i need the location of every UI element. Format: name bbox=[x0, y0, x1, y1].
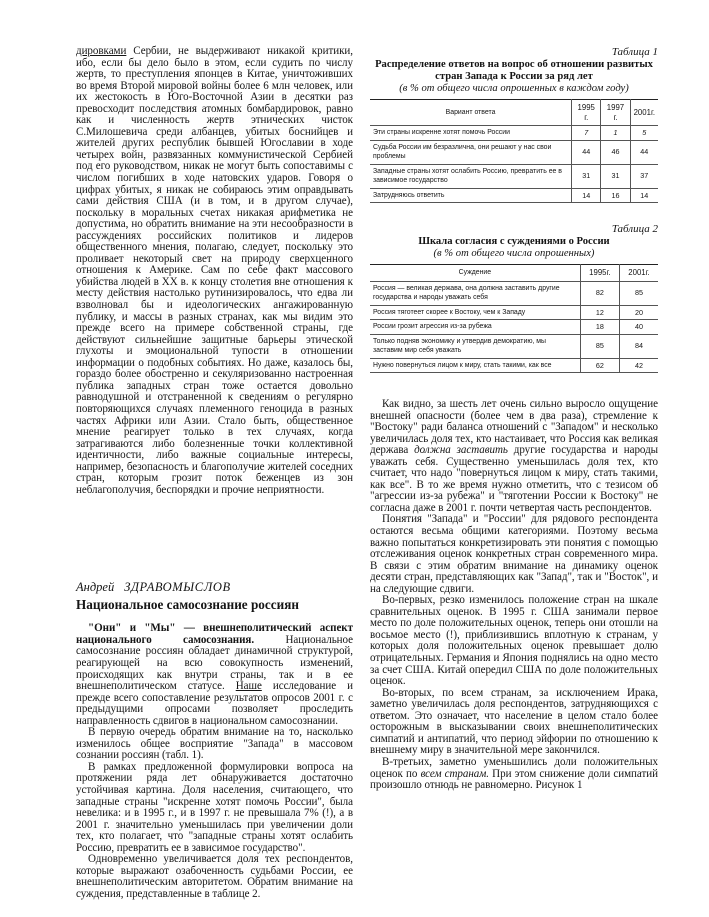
author-first-name: Андрей bbox=[76, 580, 115, 595]
table-cell: 16 bbox=[601, 188, 630, 203]
continued-paragraph bbox=[76, 46, 353, 496]
table-header-row bbox=[370, 265, 658, 282]
table1-title: Распределение ответов на вопрос об отношении развитых стран Запада к России за ряд лет bbox=[375, 59, 653, 82]
table1-label: Таблица 1 bbox=[611, 46, 658, 58]
table-header-cell: 2001г. bbox=[619, 265, 658, 282]
table-header-cell: 1997 г. bbox=[601, 100, 630, 126]
table-cell-label: Только подняв экономику и утвердив демократию, мы заставим мир себя уважать bbox=[370, 334, 580, 358]
continued-text: Сербии, не выдерживают никакой критики, ибо, если бы дело было в этом, если судить по числу жертв, то преступления японцев в Китае, уничтоживших во время Второй мировой войны более 6 млн человек, или их жестокость в Юго-Восточной Азии в десятки раз превосходит последствия атомных бомбардировок, равно как и численность жертв этнических чисток С.Милошевича среди албанцев, убитых боснийцев и жителей других республик бывшей Югославии в ходе четырех войн, развязанных коммунистической Сербией под его руководством, никак не могут быть сопоставимы с числом погибших в ходе натовских ударов. Говоря о цифрах убитых, я никак не собираюсь этим оправдывать сами действия США (и в том, и в другом случае), поскольку в моральных счетах никакая арифметика не допустима, но обратить внимание на эти несообразности в рассуждениях российских политиков и лидеров общественного мнения, полагаю, следует, поскольку это проливает некоторый свет на природу сверхценного отношения к Америке. Сам по себе факт массового убийства людей в XX в. к концу столетия вне отношения к месту действия настолько рутинизировалось, что едва ли взволновал бы и идеологических ангажированную публику, и массы в разных странах, как мы видим это прежде всего на примере собственной страны, где действуют сильнейшие защитные барьеры этической глухоты и эмоциональной тупости в отношении информации о подобных событиях. Но даже, казалось бы, гораздо более обостренно и секуляризованно настроенная публика западных стран тоже остается довольно равнодушной и отстраненной к сведениям о регулярно повторяющихся случаях племенного геноцида в разных частях Африки или Азии. Стало быть, общественное мнение реагирует только в тех случаях, когда затрагиваются либо болезненные точки коллективной идентичности, либо важные социальные интересы, например, безопасность и благополучие жителей соседних стран, которым грозит поток беженцев из зон неблагополучия, беспорядки и прочие неприятности. bbox=[76, 45, 353, 496]
table1 bbox=[370, 99, 658, 203]
table-row bbox=[370, 281, 658, 305]
paragraph-text: При этом снижение доли симпатий произошло отнюдь не равномерно. Рисунок 1 bbox=[370, 767, 658, 792]
table-cell: 31 bbox=[601, 164, 630, 188]
table-row bbox=[370, 320, 658, 335]
emphasized-text: всем странам. bbox=[420, 767, 489, 780]
continued-word: дировками bbox=[76, 45, 127, 57]
table-cell-label: России грозит агрессия из-за рубежа bbox=[370, 320, 580, 335]
table2-title: Шкала согласия с суждениями о России bbox=[418, 236, 610, 247]
body-paragraph-9 bbox=[370, 757, 658, 792]
table-cell: 7 bbox=[572, 126, 601, 141]
table-cell: 82 bbox=[580, 281, 619, 305]
table-row bbox=[370, 188, 658, 203]
table-cell: 46 bbox=[601, 140, 630, 164]
table-cell: 20 bbox=[619, 305, 658, 320]
table-cell: 18 bbox=[580, 320, 619, 335]
underlined-word: Наше bbox=[235, 680, 262, 693]
body-paragraph-5 bbox=[370, 399, 658, 514]
paragraph-text: исследование и прежде всего сопоставление результатов опросов 2001 г. с предыдущими опросами позволяет проследить направленность сдвигов в национальном самосознании. bbox=[76, 680, 353, 727]
body-paragraph-4: Одновременно увеличивается доля тех респондентов, которые выражают озабоченность судьбами России, ее внешнеполитическим авторитетом. Обратим внимание на суждения, представленные в таблице 2. bbox=[76, 853, 353, 900]
table-cell-label: Западные страны хотят ослабить Россию, превратить ее в зависимое государство bbox=[370, 164, 572, 188]
body-paragraph-3: В рамках предложенной формулировки вопроса на протяжении ряда лет обнаруживается достаточно устойчивая картина. Доля населения, считающего, что западные страны "искренне хотят помочь России", была невелика: и в 1995 г., и в 1997 г. не превышала 7% (!), а в 2001 г. значительно уменьшилась при увеличении доли тех, кто полагает, что "западные страны хотят ослабить Россию, превратить ее в зависимое государство". bbox=[76, 760, 353, 854]
table-row bbox=[370, 126, 658, 141]
table-cell-label: Нужно повернуться лицом к миру, стать такими, как все bbox=[370, 358, 580, 373]
body-paragraph-7: Во-первых, резко изменилось положение стран на шкале сравнительных оценок. В 1995 г. США занимали первое место по доле положительных оценок, теперь они отошли на восьмое место (!), приблизившись вплотную к странам, у которых доля положительных оценок превышает долю отрицательных. Германия и Япония поднялись на одно место за счет США. Китай опередил США по доле положительных оценок. bbox=[370, 594, 658, 688]
table-cell: 85 bbox=[580, 334, 619, 358]
table-cell: 42 bbox=[619, 358, 658, 373]
right-column bbox=[370, 46, 658, 792]
table-cell: 14 bbox=[572, 188, 601, 203]
paragraph-text: другие государства и народы уважать себя. Существенно уменьшилась доля тех, кто считает, что надо "повернуться лицом к миру, стать такими, как все". В то же время нужно отметить, что с тезисом об "агрессии из-за рубежа" и "тяготении России к Востоку" не согласна даже в 2001 г. почти четвертая часть респондентов. bbox=[370, 444, 659, 514]
paragraph-text: Национальное самосознание россиян обладает динамичной структурой, реагирующей на всю совокупность изменений, происходящих как внутри страны, так и в ее внешнеполитическом статусе. bbox=[76, 633, 354, 693]
article-title: Национальное самосознание россиян bbox=[76, 597, 299, 613]
table-cell: 84 bbox=[619, 334, 658, 358]
table-header-cell: 1995 г. bbox=[572, 100, 601, 126]
table-row bbox=[370, 334, 658, 358]
table-cell: 37 bbox=[630, 164, 658, 188]
author-last-name: ЗДРАВОМЫСЛОВ bbox=[124, 580, 231, 595]
table1-subtitle: (в % от общего числа опрошенных в каждом году) bbox=[399, 83, 629, 94]
table-cell-label: Россия тяготеет скорее к Востоку, чем к Западу bbox=[370, 305, 580, 320]
paragraph-text: Как видно, за шесть лет очень сильно выросло ощущение внешней опасности (более чем в два раза), стремление к "Востоку" ради баланса отношений с "Западом" и несколько увеличилась доля тех, кто настаивает, что Россия как великая держава bbox=[370, 398, 658, 457]
table-cell: 85 bbox=[619, 281, 658, 305]
body-paragraph-2: В первую очередь обратим внимание на то, насколько изменилось общее восприятие "Запада" в массовом сознании россиян (табл. 1). bbox=[76, 726, 353, 762]
spacer bbox=[370, 373, 658, 399]
table-row bbox=[370, 305, 658, 320]
table-cell: 1 bbox=[601, 126, 630, 141]
body-paragraph-8: Во-вторых, по всем странам, за исключением Ирака, заметно увеличилась доля респондентов, затрудняющихся с ответом. Это означает, что население в целом стало более осторожным в высказывании своих внешнеполитических симпатий и антипатий, что период эйфории по отношению к внешнему миру в значительной мере закончился. bbox=[370, 686, 658, 757]
column-gap bbox=[76, 496, 353, 580]
paragraph-text: В-третьих, заметно уменьшились доли положительных оценок по bbox=[370, 755, 658, 780]
table-cell: 44 bbox=[572, 140, 601, 164]
table-cell-label: Затрудняюсь ответить bbox=[370, 188, 572, 203]
spacer bbox=[370, 203, 658, 223]
table-row bbox=[370, 358, 658, 373]
table-cell: 5 bbox=[630, 126, 658, 141]
body-paragraph-6: Понятия "Запада" и "России" для рядового респондента остаются весьма общими категориями. Поэтому весьма важно попытаться конкретизировать эти понятия с помощью отслеживания оценок конкретных стран современного мира. В связи с этим обратим внимание на динамику оценок десяти стран, представляющих как "Запад", так и "Восток", и на следующие сдвиги. bbox=[370, 513, 658, 595]
table-cell-label: Россия — великая держава, она должна заставить другие государства и народы уважать себя bbox=[370, 281, 580, 305]
table-row bbox=[370, 164, 658, 188]
table-row bbox=[370, 140, 658, 164]
table-header-row bbox=[370, 100, 658, 126]
table-cell: 12 bbox=[580, 305, 619, 320]
table-cell: 14 bbox=[630, 188, 658, 203]
table2-subtitle: (в % от общего числа опрошенных) bbox=[433, 248, 595, 259]
table-header-cell: 2001г. bbox=[630, 100, 658, 126]
body-paragraph-1 bbox=[76, 623, 353, 727]
section-heading: "Они" и "Мы" — внешнеполитический аспект национального самосознания. bbox=[76, 622, 353, 646]
table-cell: 62 bbox=[580, 358, 619, 373]
table-header-cell: 1995г. bbox=[580, 265, 619, 282]
table-cell-label: Эти страны искренне хотят помочь России bbox=[370, 126, 572, 141]
table-cell-label: Судьба России им безразлична, они решают у нас свои проблемы bbox=[370, 140, 572, 164]
left-column bbox=[76, 46, 353, 900]
table-cell: 40 bbox=[619, 320, 658, 335]
article-author bbox=[76, 580, 353, 595]
table-cell: 31 bbox=[572, 164, 601, 188]
table2 bbox=[370, 264, 658, 373]
table-header-cell: Вариант ответа bbox=[370, 100, 572, 126]
table-cell: 44 bbox=[630, 140, 658, 164]
table-header-cell: Суждение bbox=[370, 265, 580, 282]
table2-label: Таблица 2 bbox=[611, 223, 658, 235]
emphasized-text: должна заставить bbox=[414, 444, 508, 457]
